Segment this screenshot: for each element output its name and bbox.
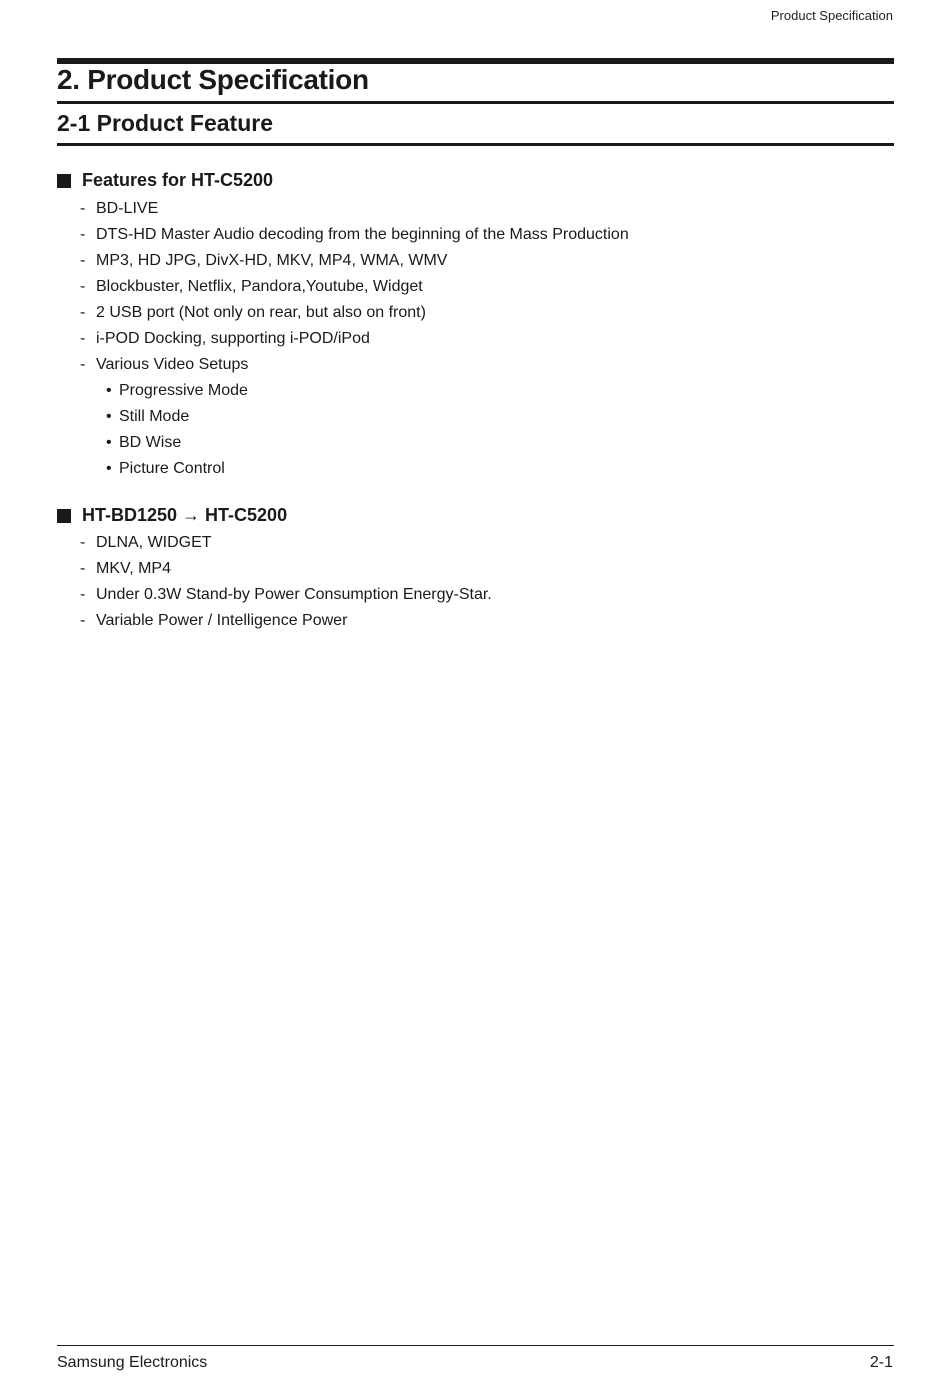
- bullet-dot-icon: •: [106, 382, 112, 399]
- sub-list-item: • BD Wise: [80, 430, 629, 456]
- bullet-dot-icon: •: [106, 434, 112, 451]
- list-item: - DTS-HD Master Audio decoding from the beginning of the Mass Production: [80, 226, 629, 243]
- group-heading-text: HT-BD1250 → HT-C5200: [82, 505, 288, 525]
- list-item: - Variable Power / Intelligence Power: [80, 612, 348, 629]
- footer-rule: [57, 1345, 894, 1346]
- list-item: - MKV, MP4: [80, 560, 171, 577]
- sub-list-item: • Progressive Mode: [80, 378, 629, 404]
- changes-list: [80, 530, 492, 634]
- list-item: - 2 USB port (Not only on rear, but also on front): [80, 304, 426, 321]
- section-title: 2-1 Product Feature: [57, 110, 273, 136]
- page-number: 2-1: [869, 1354, 893, 1371]
- list-item: - i-POD Docking, supporting i-POD/iPod: [80, 330, 370, 347]
- list-item: - BD-LIVE: [80, 200, 159, 217]
- sub-list-item: • Still Mode: [80, 404, 629, 430]
- square-bullet-icon: [57, 509, 71, 523]
- group-heading-changes: [57, 505, 287, 526]
- sub-list-item: • Picture Control: [80, 456, 629, 482]
- footer-company: Samsung Electronics: [57, 1354, 208, 1371]
- features-list: [80, 196, 629, 482]
- list-item: - Various Video Setups: [80, 356, 249, 373]
- list-item: - DLNA, WIDGET: [80, 534, 212, 551]
- list-item: - MP3, HD JPG, DivX-HD, MKV, MP4, WMA, WMV: [80, 252, 448, 269]
- bullet-dot-icon: •: [106, 408, 112, 425]
- list-item: - Under 0.3W Stand-by Power Consumption Energy-Star.: [80, 586, 492, 603]
- square-bullet-icon: [57, 174, 71, 188]
- section-bottom-rule: [57, 143, 894, 146]
- group-heading-features: [57, 170, 273, 191]
- bullet-dot-icon: •: [106, 460, 112, 477]
- list-item: - Blockbuster, Netflix, Pandora,Youtube, Widget: [80, 278, 423, 295]
- chapter-title: 2. Product Specification: [57, 64, 369, 95]
- chapter-bottom-rule: [57, 101, 894, 104]
- running-header: Product Specification: [770, 8, 893, 23]
- group-heading-text: Features for HT-C5200: [82, 170, 274, 190]
